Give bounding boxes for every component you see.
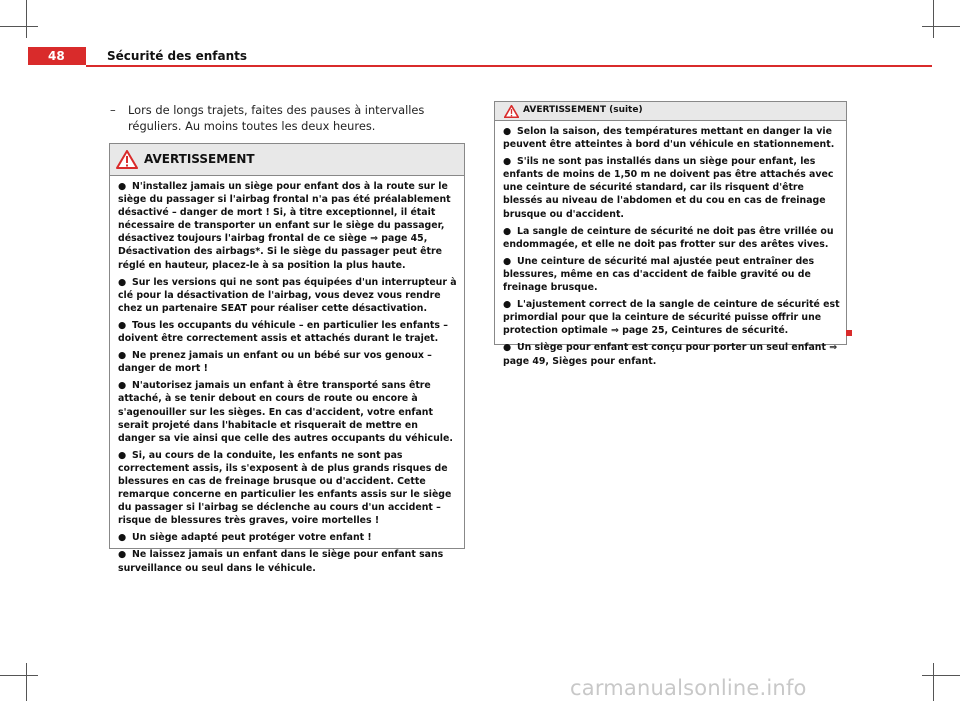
warning-item (118, 449, 458, 528)
warning-title: AVERTISSEMENT (suite) (523, 105, 643, 115)
bullet-icon: ● (118, 532, 127, 544)
warning-item (503, 298, 840, 337)
warning-item (503, 155, 840, 220)
bullet-icon: ● (118, 380, 127, 392)
warning-box-continued (494, 101, 847, 367)
crop-mark (933, 0, 934, 38)
bullet-icon: ● (503, 225, 512, 237)
bullet-icon: ● (503, 255, 512, 267)
warning-item (503, 255, 840, 294)
bullet-icon: ● (118, 276, 127, 288)
bullet-icon: ● (118, 350, 127, 362)
intro-dash: – (110, 103, 116, 117)
intro-text: Lors de longs trajets, faites des pauses à intervalles réguliers. Au moins toutes les deux heures. (128, 103, 425, 133)
crop-mark (0, 26, 38, 27)
crop-mark (0, 675, 38, 676)
warning-item (118, 349, 458, 375)
bullet-icon: ● (503, 126, 512, 137)
bullet-icon: ● (118, 181, 127, 192)
warning-list (110, 176, 464, 583)
warning-item-text: Ne prenez jamais un enfant ou un bébé sur vos genoux – danger de mort ! (118, 350, 432, 375)
warning-item-text: Un siège adapté peut protéger votre enfant ! (132, 532, 372, 544)
warning-title: AVERTISSEMENT (144, 152, 255, 166)
warning-item-text: Un siège pour enfant est conçu pour porter un seul enfant ⇒ page 49, Sièges pour enfant. (503, 342, 838, 367)
bullet-icon: ● (118, 319, 127, 331)
crop-mark (26, 663, 27, 701)
warning-header (110, 144, 464, 176)
warning-item (118, 276, 458, 315)
warning-item-text: Ne laissez jamais un enfant dans le siège pour enfant sans surveillance ou seul dans le véhicule. (118, 549, 444, 574)
warning-header (495, 102, 846, 121)
watermark: carmanualsonline.info (570, 676, 807, 700)
warning-item-text: L'ajustement correct de la sangle de ceinture de sécurité est primordial pour que la ceinture de sécurité puisse offrir une protection optimale ⇒ page 25, Ceintures de sécurité. (503, 299, 840, 337)
header-rule (86, 65, 932, 67)
warning-item-text: Une ceinture de sécurité mal ajustée peut entraîner des blessures, même en cas d'accident de faible gravité ou de freinage brusque. (503, 255, 815, 294)
page-title: Sécurité des enfants (107, 49, 247, 63)
warning-box (109, 143, 465, 574)
warning-item (503, 225, 840, 251)
warning-item-text: Selon la saison, des températures mettant en danger la vie peuvent être atteintes à bord d'un véhicule en stationnement. (503, 126, 835, 151)
crop-mark (933, 663, 934, 701)
warning-item (503, 341, 840, 367)
crop-mark (922, 26, 960, 27)
bullet-icon: ● (503, 156, 512, 168)
warning-list (495, 121, 846, 376)
warning-item-text: N'installez jamais un siège pour enfant dos à la route sur le siège du passager si l'airbag frontal n'a pas été préalablement désactivé – danger de mort ! Si, à titre exceptionnel, il était nécessaire de transporter un enfant sur le siège du passager, désactivez toujours l'airbag frontal de ce siège ⇒ page 45, Désactivation des airbags*. Si le siège du passager peut être réglé en hauteur, placez-le à sa position la plus haute. (118, 181, 451, 271)
warning-item-text: La sangle de ceinture de sécurité ne doit pas être vrillée ou endommagée, et elle ne doit pas frotter sur des arêtes vives. (503, 225, 834, 250)
intro-paragraph (110, 102, 464, 134)
warning-item-text: S'ils ne sont pas installés dans un siège pour enfant, les enfants de moins de 1,50 m ne doivent pas être attachés avec une ceinture de sécurité standard, car ils risquent d'être blessés au niveau de l'abdomen et du cou en cas de freinage brusque ou d'accident. (503, 156, 834, 220)
warning-item-text: Tous les occupants du véhicule – en particulier les enfants – doivent être correctement assis et attachés durant le trajet. (118, 319, 448, 345)
warning-item (118, 319, 458, 345)
warning-item-text: Sur les versions qui ne sont pas équipées d'un interrupteur à clé pour la désactivation de l'airbag, vous devez vous rendre chez un partenaire SEAT pour réaliser cette désactivation. (118, 276, 457, 314)
crop-mark (26, 0, 27, 38)
warning-item-text: N'autorisez jamais un enfant à être transporté sans être attaché, à se tenir debout en cours de route ou encore à s'agenouiller sur les sièges. En cas d'accident, votre enfant serait projeté dans l'habitacle et risquerait de mettre en danger sa vie ainsi que celle des autres occupants du véhicule. (118, 380, 453, 444)
page-number: 48 (28, 47, 86, 65)
warning-item-text: Si, au cours de la conduite, les enfants ne sont pas correctement assis, ils s'exposent à de plus grands risques de blessures en cas de freinage brusque ou d'accident. Cette remarque concerne en particulier les enfants assis sur le siège du passager si l'airbag se déclenche au cours d'un accident – risque de blessures très graves, voire mortelles ! (118, 449, 452, 527)
warning-item (118, 180, 458, 272)
section-end-marker (846, 330, 852, 336)
warning-triangle-icon (504, 105, 519, 118)
bullet-icon: ● (503, 299, 512, 311)
page-header (28, 47, 932, 65)
warning-item (118, 531, 458, 544)
bullet-icon: ● (118, 449, 127, 461)
bullet-icon: ● (503, 342, 512, 354)
crop-mark (922, 675, 960, 676)
bullet-icon: ● (118, 549, 127, 561)
warning-item (503, 125, 840, 151)
warning-triangle-icon (116, 150, 138, 169)
warning-item (118, 548, 458, 574)
warning-item (118, 379, 458, 444)
